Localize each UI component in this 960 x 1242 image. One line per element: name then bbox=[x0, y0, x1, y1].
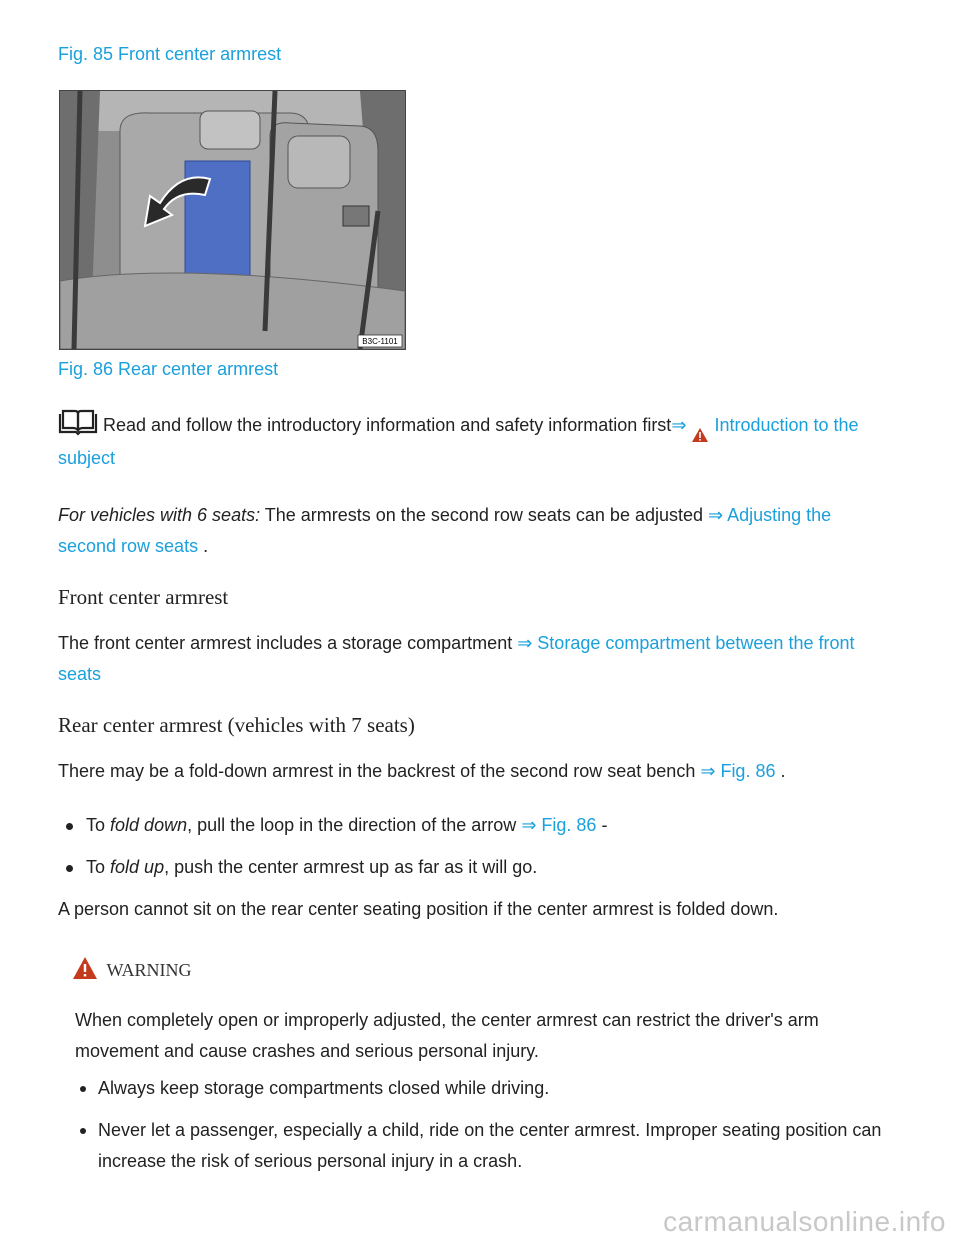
manual-book-icon bbox=[58, 408, 98, 436]
bullet-emphasis: fold down bbox=[110, 815, 188, 835]
six-seats-label: For vehicles with 6 seats: bbox=[58, 505, 261, 525]
bullet-text: To bbox=[86, 857, 106, 877]
six-seats-text: The armrests on the second row seats can be adjusted bbox=[264, 505, 704, 525]
intro-paragraph bbox=[58, 408, 908, 474]
warning-item: Always keep storage compartments closed while driving. bbox=[98, 1078, 550, 1098]
adjusting-link-1[interactable]: ⇒ Adjusting the bbox=[708, 505, 832, 525]
bullet-text: To bbox=[86, 815, 106, 835]
fig86-caption: Fig. 86 Rear center armrest bbox=[58, 359, 279, 379]
watermark: carmanualsonline.info bbox=[663, 1206, 946, 1237]
intro-text: Read and follow the introductory information and safety information first bbox=[103, 415, 672, 435]
rear-seat-illustration bbox=[60, 91, 405, 349]
bullet-emphasis: fold up bbox=[110, 857, 165, 877]
rear-armrest-figure bbox=[59, 90, 406, 350]
rear-armrest-text: There may be a fold-down armrest in the backrest of the second row seat bench bbox=[58, 761, 696, 781]
bullet-dot bbox=[66, 865, 73, 872]
note-paragraph: A person cannot sit on the rear center seating position if the center armrest is folded down. bbox=[58, 899, 779, 919]
storage-link-2[interactable]: seats bbox=[58, 664, 102, 684]
bullet-dot bbox=[80, 1128, 86, 1134]
storage-link-1[interactable]: ⇒ Storage compartment between the front bbox=[517, 633, 855, 653]
rear-armrest-heading: Rear center armrest (vehicles with 7 seats) bbox=[58, 713, 415, 737]
bullet-text: , push the center armrest up as far as it will go. bbox=[164, 857, 538, 877]
fig86-link[interactable]: ⇒ Fig. 86 bbox=[521, 815, 597, 835]
warning-text: When completely open or improperly adjusted, the center armrest can restrict the driver's arm movement and cause crashes and serious personal injury. bbox=[75, 1010, 819, 1061]
warning-header bbox=[72, 956, 191, 981]
bullet-text: , pull the loop in the direction of the arrow bbox=[187, 815, 517, 835]
front-armrest-text: The front center armrest includes a storage compartment bbox=[58, 633, 513, 653]
adjusting-link-2[interactable]: second row seats bbox=[58, 536, 199, 556]
intro-arrow[interactable]: ⇒ bbox=[671, 415, 687, 435]
intro-link-2[interactable]: subject bbox=[58, 448, 116, 468]
six-seats-paragraph bbox=[58, 500, 908, 562]
front-armrest-heading: Front center armrest bbox=[58, 585, 229, 609]
six-seats-end: . bbox=[203, 536, 209, 556]
figure-code: B3C-1101 bbox=[362, 337, 398, 346]
warning-triangle-icon bbox=[691, 427, 709, 443]
front-armrest-paragraph bbox=[58, 628, 908, 690]
intro-link-1[interactable]: Introduction to the bbox=[714, 415, 859, 435]
warning-item: Never let a passenger, especially a child, ride on the center armrest. Improper seating position can increase the risk of serious personal injury in a crash. bbox=[98, 1120, 882, 1171]
fig86-link[interactable]: ⇒ Fig. 86 bbox=[700, 761, 776, 781]
fig85-caption: Fig. 85 Front center armrest bbox=[58, 44, 282, 64]
bullet-dot bbox=[66, 823, 73, 830]
rear-armrest-end: . bbox=[780, 761, 786, 781]
rear-armrest-paragraph bbox=[58, 756, 908, 787]
bullet-end: - bbox=[601, 815, 608, 835]
bullet-dot bbox=[80, 1086, 86, 1092]
warning-icon bbox=[72, 956, 98, 980]
warning-title: WARNING bbox=[106, 960, 192, 980]
